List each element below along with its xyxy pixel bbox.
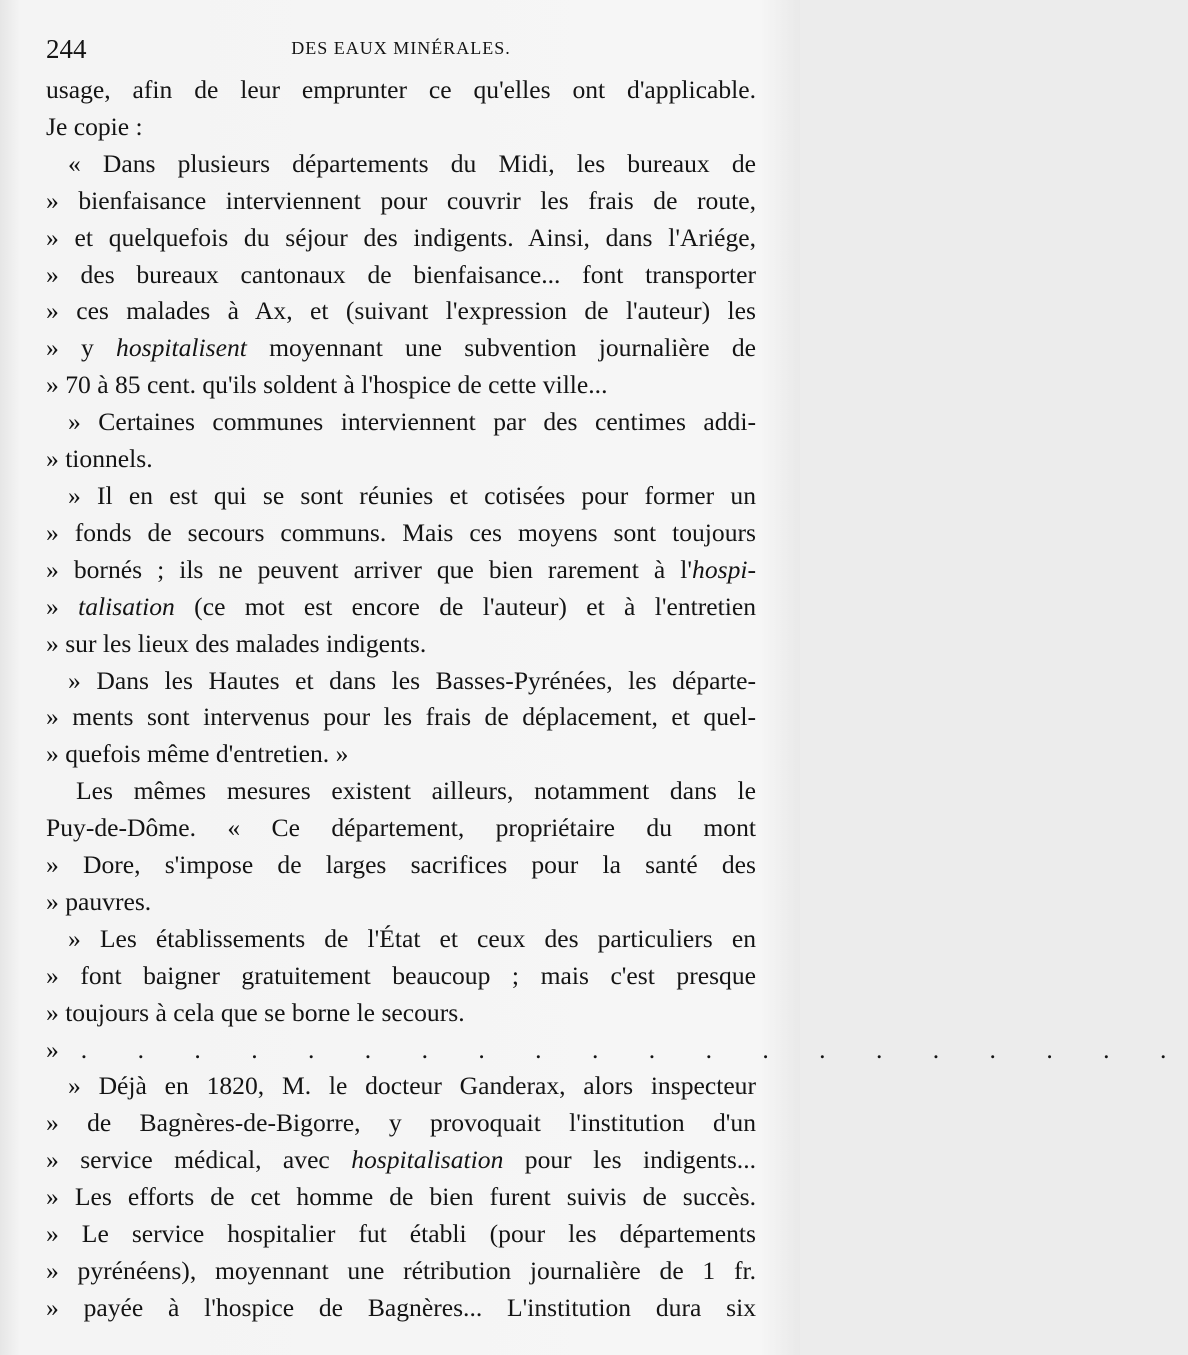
line-text: usage, afin de leur emprunter ce qu'elles ont d'applicable. (46, 75, 756, 104)
line-text: » fonds de secours communs. Mais ces moyens sont toujours (46, 517, 756, 547)
line-text: » payée à l'hospice de Bagnères... L'institution dura six (46, 1292, 756, 1322)
text-line (46, 1032, 1188, 1069)
line-text: » pauvres. (46, 886, 152, 916)
line-text: » Dore, s'impose de larges sacrifices pour la santé des (46, 850, 756, 880)
text-line (46, 367, 756, 404)
text-line (46, 699, 756, 736)
text-line (46, 626, 756, 663)
text-line (46, 109, 756, 146)
text-line (46, 773, 756, 810)
line-text: » et quelquefois du séjour des indigents. Ainsi, dans l'Ariége, (46, 222, 756, 252)
page-header (46, 30, 756, 70)
text-line (46, 183, 756, 220)
line-text: » bornés ; ils ne peuvent arriver que bien rarement à l' (46, 554, 693, 584)
line-text: » Les établissements de l'État et ceux des particuliers en (68, 923, 756, 953)
line-text: » toujours à cela que se borne le secours. (46, 997, 465, 1027)
line-text: ». . . . . . . . . . . . . . . . . . . . (46, 1034, 1188, 1064)
text-line (46, 220, 756, 257)
line-text: » Déjà en 1820, M. le docteur Ganderax, alors inspecteur (68, 1071, 756, 1101)
text-line (46, 330, 756, 367)
body-text (46, 72, 1188, 1327)
italic-text: hospitalisent (116, 333, 247, 363)
line-text: » tionnels. (46, 444, 153, 474)
line-text: » quefois même d'entretien. » (46, 739, 349, 769)
text-line (46, 995, 756, 1032)
text-line (46, 1253, 756, 1290)
line-text: pour les indigents... (503, 1145, 756, 1175)
italic-text: hospitalisation (351, 1145, 504, 1175)
line-text: moyennant une subvention journalière de (246, 333, 756, 363)
text-line (46, 515, 756, 552)
text-line (46, 478, 756, 515)
line-text: » sur les lieux des malades indigents. (46, 628, 427, 658)
text-line (46, 1179, 756, 1216)
line-text: » font baigner gratuitement beaucoup ; mais c'est presque (46, 960, 756, 990)
text-line (46, 1290, 756, 1327)
line-text: » ments sont intervenus pour les frais de déplacement, et quel- (46, 702, 756, 732)
line-text: » Les efforts de cet homme de bien furent suivis de succès. (46, 1182, 756, 1212)
line-text: » service médical, avec (46, 1145, 352, 1175)
line-text: Puy-de-Dôme. « Ce département, propriétaire du mont (46, 813, 756, 843)
line-text: » y (46, 333, 117, 363)
text-line (46, 589, 756, 626)
text-line (46, 404, 756, 441)
text-line (46, 441, 756, 478)
line-text: » 70 à 85 cent. qu'ils soldent à l'hospice de cette ville... (46, 370, 608, 400)
text-line (46, 1105, 756, 1142)
text-line (46, 72, 756, 109)
text-line (46, 146, 756, 183)
italic-text: talisation (78, 591, 175, 621)
line-text: » Dans les Hautes et dans les Basses-Pyrénées, les départe- (68, 665, 756, 695)
text-line (46, 257, 756, 294)
text-line (46, 847, 756, 884)
text-line (46, 663, 756, 700)
page-number: 244 (46, 34, 87, 64)
line-text: » (46, 591, 79, 621)
line-text: » de Bagnères-de-Bigorre, y provoquait l'institution d'un (46, 1108, 756, 1138)
text-line (46, 1216, 756, 1253)
text-line (46, 1142, 756, 1179)
line-text: (ce mot est encore de l'auteur) et à l'entretien (174, 591, 756, 621)
line-text: » Le service hospitalier fut établi (pour les départements (46, 1219, 756, 1249)
text-line (46, 552, 756, 589)
line-text: » Il en est qui se sont réunies et cotisées pour former un (68, 480, 756, 510)
text-line (46, 736, 756, 773)
line-text: Je copie : (46, 111, 143, 141)
running-title: DES EAUX MINÉRALES. (291, 38, 511, 58)
text-line (46, 884, 756, 921)
line-text: » bienfaisance interviennent pour couvrir les frais de route, (46, 185, 756, 215)
text-line (46, 293, 756, 330)
line-text: « Dans plusieurs départements du Midi, les bureaux de (68, 148, 756, 178)
text-line (46, 810, 756, 847)
italic-text: hospi- (692, 554, 756, 584)
text-line (46, 921, 756, 958)
text-line (46, 1068, 756, 1105)
line-text: » des bureaux cantonaux de bienfaisance... font transporter (46, 259, 756, 289)
line-text: » ces malades à Ax, et (suivant l'expression de l'auteur) les (46, 296, 756, 326)
line-text: » Certaines communes interviennent par des centimes addi- (68, 407, 756, 437)
text-line (46, 958, 756, 995)
line-text: » pyrénéens), moyennant une rétribution journalière de 1 fr. (46, 1256, 756, 1285)
line-text: Les mêmes mesures existent ailleurs, notamment dans le (76, 776, 756, 806)
